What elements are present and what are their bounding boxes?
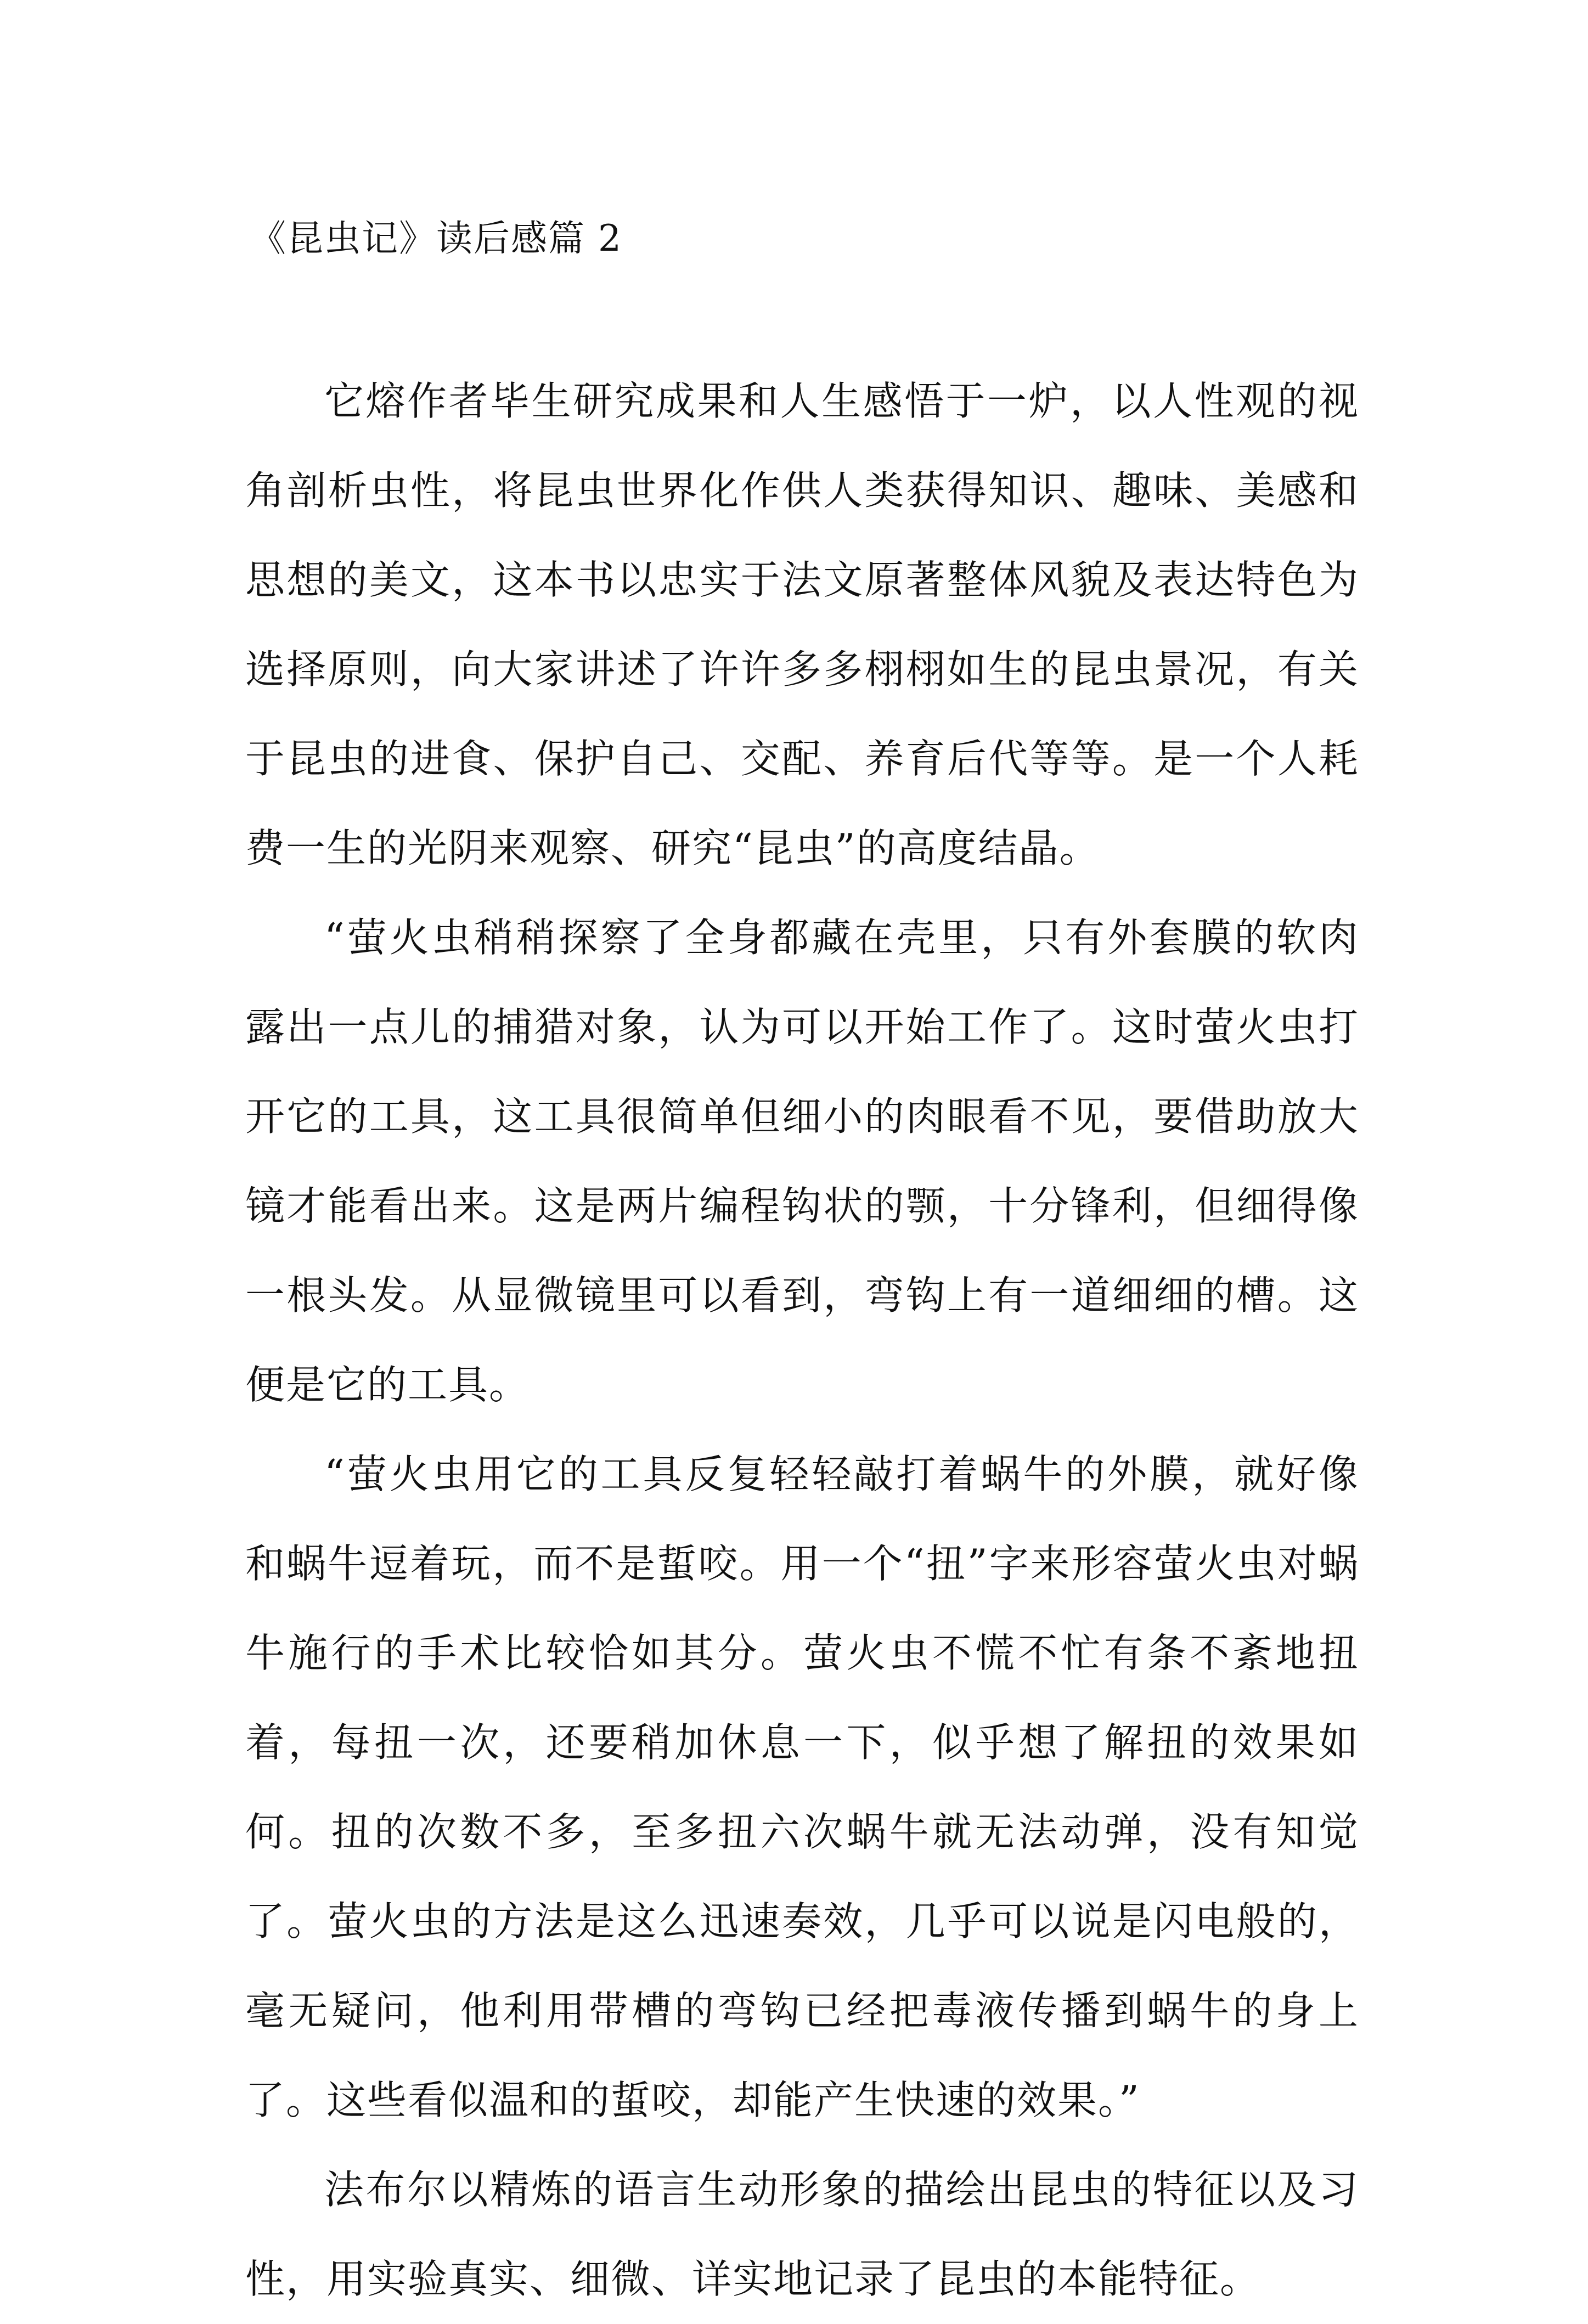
paragraph-quote-twist: “萤火虫用它的工具反复轻轻敲打着蜗牛的外膜，就好像和蜗牛逗着玩，而不是蜇咬。用一个“扭”字来形容萤火虫对蜗牛施行的手术比较恰如其分。萤火虫不慌不忙有条不紊地扭着，每扭一次，还要稍加休息一下，似乎想了解扭的效果如何。扭的次数不多，至多扭六次蜗牛就无法动弹，没有知觉了。萤火虫的方法是这么迅速奏效，几乎可以说是闪电般的，毫无疑问，他利用带槽的弯钩已经把毒液传播到蜗牛的身上了。这些看似温和的蜇咬，却能产生快速的效果。” [245, 1451, 1359, 2123]
document-title: 《昆虫记》读后感篇 2 [250, 217, 622, 260]
paragraph-quote-tools: “萤火虫稍稍探察了全身都藏在壳里，只有外套膜的软肉露出一点儿的捕猎对象，认为可以开始工作了。这时萤火虫打开它的工具，这工具很简单但细小的肉眼看不见，要借助放大镜才能看出来。这是两片编程钩状的颚，十分锋利，但细得像一根头发。从显微镜里可以看到，弯钩上有一道细细的槽。这便是它的工具。 [245, 915, 1359, 1408]
paragraph-conclusion: 法布尔以精炼的语言生动形象的描绘出昆虫的特征以及习性，用实验真实、细微、详实地记录了昆虫的本能特征。 [245, 2167, 1359, 2302]
paragraph-intro: 它熔作者毕生研究成果和人生感悟于一炉，以人性观的视角剖析虫性，将昆虫世界化作供人类获得知识、趣味、美感和思想的美文，这本书以忠实于法文原著整体风貌及表达特色为选择原则，向大家讲述了许许多多栩栩如生的昆虫景况，有关于昆虫的进食、保护自己、交配、养育后代等等。是一个人耗费一生的光阴来观察、研究“昆虫”的高度结晶。 [245, 378, 1359, 871]
document-body [245, 357, 1359, 2324]
